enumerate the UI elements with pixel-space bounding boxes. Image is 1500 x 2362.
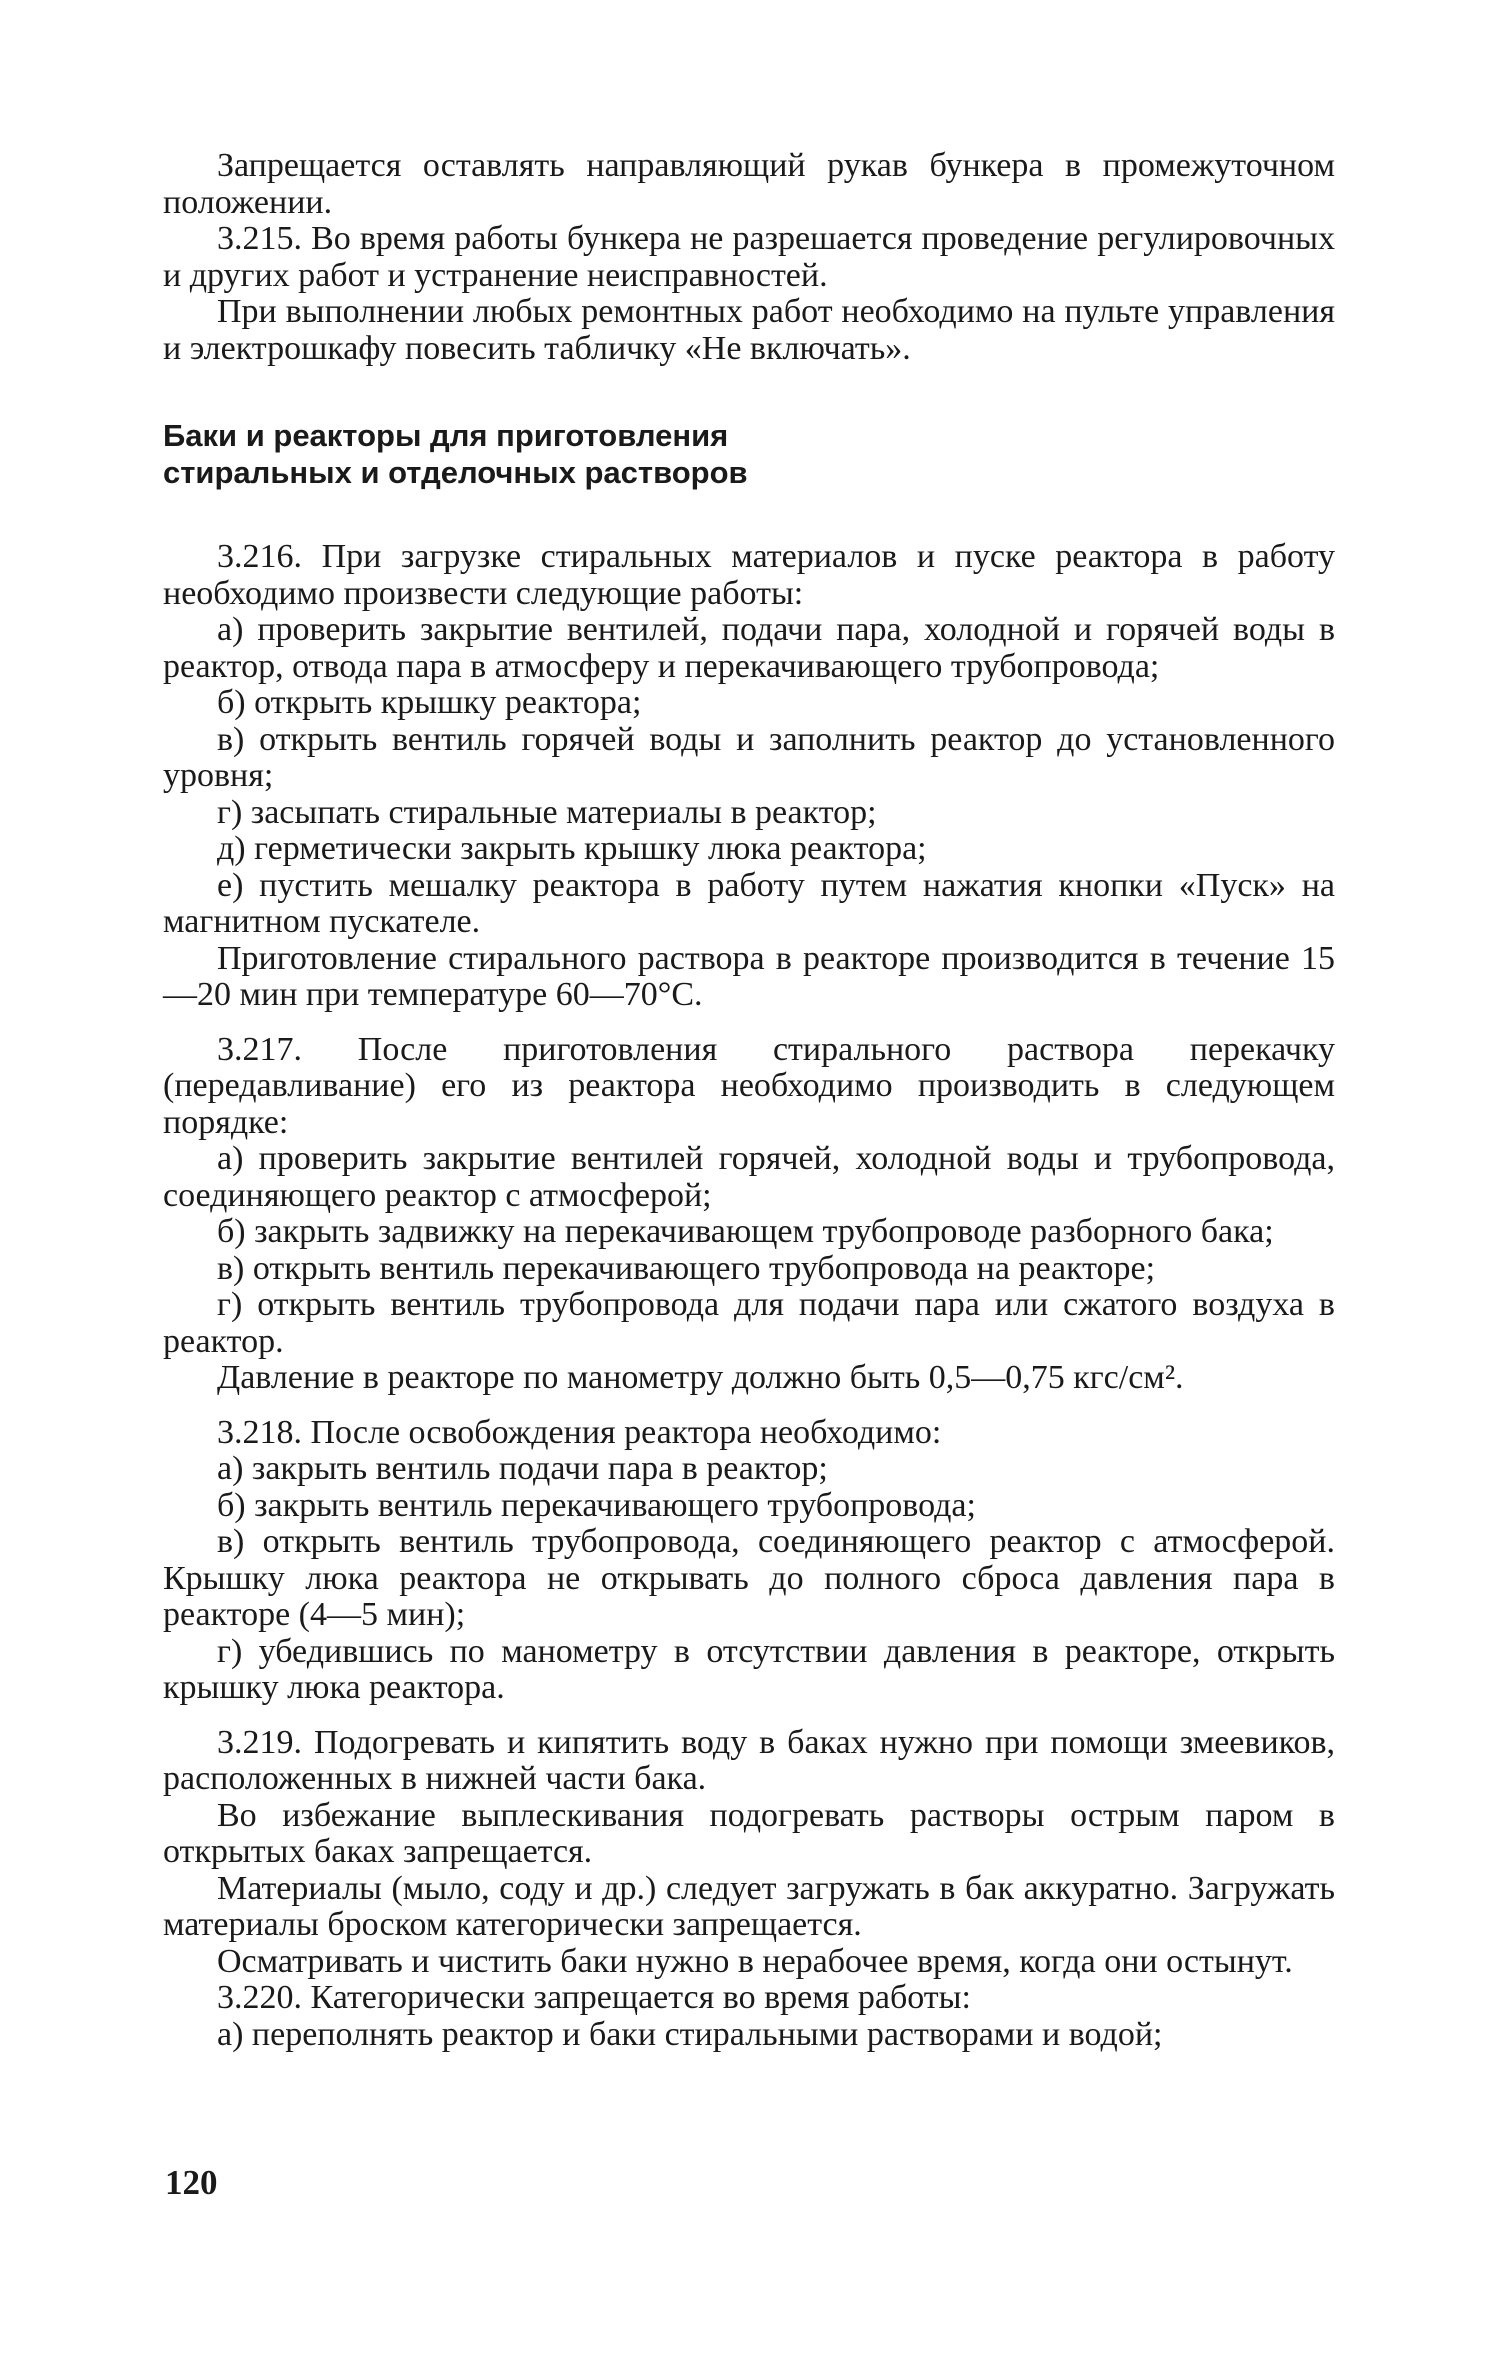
list-item: б) открыть крышку реактора;	[217, 684, 642, 721]
section-heading-line: стиральных и отделочных растворов	[163, 455, 748, 490]
list-item: в) открыть вентиль горячей воды и заполнить реактор до установленного уровня;	[163, 720, 1335, 794]
page-number: 120	[165, 2163, 218, 2202]
text-column	[163, 148, 1335, 2053]
paragraph: 3.216. При загрузке стиральных материалов и пуске реактора в работу необходимо произвести следующие работы:	[163, 538, 1335, 612]
paragraph: 3.215. Во время работы бункера не разрешается проведение регулировочных и других работ и устранение неисправностей.	[163, 220, 1335, 294]
paragraph: Осматривать и чистить баки нужно в нерабочее время, когда они остынут.	[217, 1942, 1293, 1980]
list-item: а) переполнять реактор и баки стиральными растворами и водой;	[217, 2015, 1163, 2053]
paragraph: Давление в реакторе по манометру должно быть 0,5—0,75 кгс/см².	[217, 1359, 1184, 1396]
list-item: а) закрыть вентиль подачи пара в реактор;	[217, 1450, 828, 1487]
list-item: г) засыпать стиральные материалы в реактор;	[217, 793, 877, 831]
list-item: в) открыть вентиль трубопровода, соединяющего реактор с атмосферой. Крышку люка реактора не открывать до полного сброса давления пара в реакторе (4—5 мин);	[163, 1523, 1335, 1633]
paragraph: 3.219. Подогревать и кипятить воду в баках нужно при помощи змеевиков, расположенных в нижней части бака.	[163, 1723, 1335, 1797]
list-item: б) закрыть вентиль перекачивающего трубопровода;	[217, 1486, 976, 1524]
paragraph: При выполнении любых ремонтных работ необходимо на пульте управления и электрошкафу повесить табличку «Не включать».	[163, 293, 1335, 367]
paragraph: 3.220. Категорически запрещается во время работы:	[217, 1979, 971, 2016]
list-item: б) закрыть задвижку на перекачивающем трубопроводе разборного бака;	[217, 1213, 1274, 1250]
paragraph: 3.217. После приготовления стирального раствора перекачку (передавливание) его из реактора необходимо производить в следующем порядке:	[163, 1030, 1335, 1141]
paragraph: Запрещается оставлять направляющий рукав бункера в промежуточном положении.	[163, 147, 1335, 221]
section-heading	[163, 417, 1335, 491]
section-heading-line: Баки и реакторы для приготовления	[163, 418, 729, 453]
paragraph: 3.218. После освобождения реактора необходимо:	[217, 1413, 942, 1451]
list-item: в) открыть вентиль перекачивающего трубопровода на реакторе;	[217, 1249, 1156, 1287]
list-item: г) открыть вентиль трубопровода для подачи пара или сжатого воздуха в реактор.	[163, 1286, 1335, 1360]
paragraph: Во избежание выплескивания подогревать растворы острым паром в открытых баках запрещается.	[163, 1796, 1335, 1870]
list-item: г) убедившись по манометру в отсутствии давления в реакторе, открыть крышку люка реактора.	[163, 1632, 1335, 1706]
paragraph: Материалы (мыло, соду и др.) следует загружать в бак аккуратно. Загружать материалы броском категорически запрещается.	[163, 1869, 1335, 1943]
list-item: а) проверить закрытие вентилей, подачи пара, холодной и горячей воды в реактор, отвода пара в атмосферу и перекачивающего трубопровода;	[163, 611, 1335, 685]
paragraph: Приготовление стирального раствора в реакторе производится в течение 15—20 мин при температуре 60—70°С.	[163, 939, 1335, 1013]
list-item: а) проверить закрытие вентилей горячей, холодной воды и трубопровода, соединяющего реактор с атмосферой;	[163, 1140, 1335, 1214]
list-item: е) пустить мешалку реактора в работу путем нажатия кнопки «Пуск» на магнитном пускателе.	[163, 866, 1335, 940]
list-item: д) герметически закрыть крышку люка реактора;	[217, 830, 927, 867]
